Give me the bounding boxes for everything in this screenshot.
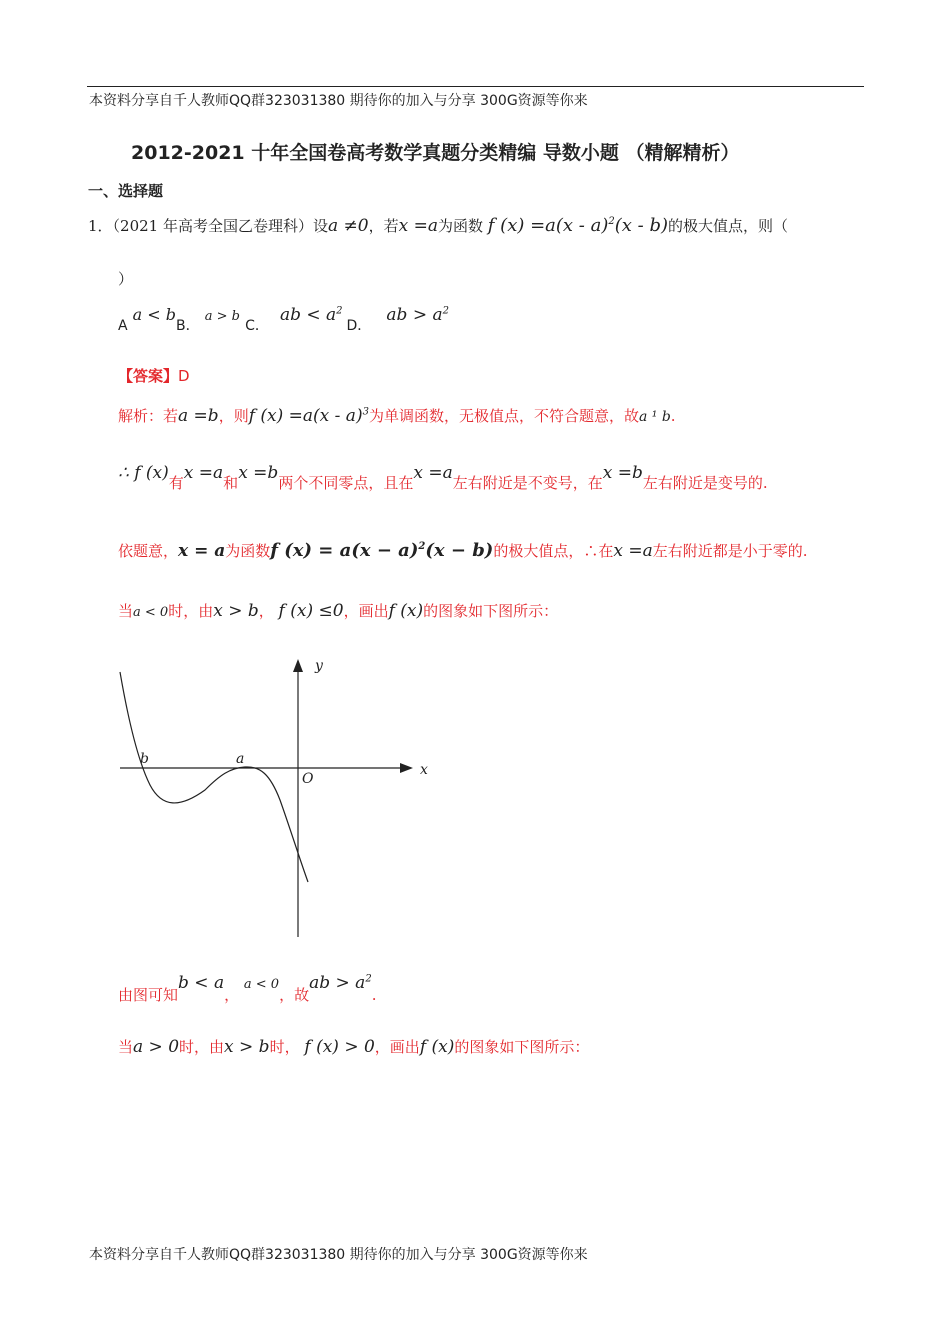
question-source: （2021 年高考全国乙卷理科）设 [112,217,328,235]
y-axis-arrow [293,659,303,672]
option-b-expr: a > b [204,309,240,324]
solution-line-4: 当a < 0时，由x > b， f (x) ≤0，画出f (x)的图象如下图所示： [118,601,559,621]
header-rule [87,86,864,87]
function-curve [120,672,308,882]
x-eq-a: x =a [398,216,438,236]
option-a-label: A [118,318,128,334]
answer-tag: 【答案】 [118,367,179,385]
a-label: a [236,751,245,767]
b-label: b [140,751,149,767]
footer-text: 本资料分享自千人教师QQ群323031380 期待你的加入与分享 300G资源等你来 [89,1247,588,1263]
solution-line-2: ∴ f (x)有x =a和x =b两个不同零点，且在x =a左右附近是不变号，在x =b左右附近是变号的. [118,463,768,492]
origin-label: O [302,771,314,787]
x-axis-arrow [400,763,413,773]
solution-line-5: 由图可知b < a， a < 0，故ab > $a^2$. [118,973,377,1004]
option-b-label: B． [176,318,200,334]
option-c-label: C． [245,318,269,334]
solution-line-6: 当a > 0时，由x > b时， f (x) > 0，画出f (x)的图象如下图所示： [118,1037,590,1057]
solution-line-3: 依题意，x = a为函数f $(x) = a(x - a)^2(x - b)$的极大值点，∴在x =a左右附近都是小于零的. [118,540,808,561]
q-text: 的极大值点，则（ [668,217,789,235]
header-text: 本资料分享自千人教师QQ群323031380 期待你的加入与分享 300G资源等你来 [89,93,588,109]
option-a-expr: a < b [132,305,177,324]
option-d-label: D． [346,318,372,334]
option-d-expr: ab > $a^2$ [386,305,449,325]
solution-line-1: 解析：若a =b，则f (x) =a(x - a)$^3$为单调函数，无极值点，不符合题意，故a ¹ b. [118,406,676,426]
q-text: ，若 [368,217,399,235]
function-graph [110,650,450,945]
answer-line [118,365,190,386]
question-number: 1． [88,217,113,235]
question-line [88,215,788,236]
option-c-expr: ab < $a^2$ [279,305,343,325]
answer-value: D [178,367,190,385]
question-paren: ） [118,270,134,288]
cond-a: a ≠0 [328,216,369,236]
x-label: x [420,762,428,778]
options-row [118,305,449,334]
y-label: y [315,658,323,674]
q-text: 为函数 [438,217,484,235]
section-heading: 一、选择题 [88,182,164,200]
func-expr: f (x) =a(x - a)$^2$(x - b) [487,215,668,236]
page-title: 2012-2021 十年全国卷高考数学真题分类精编 导数小题 （精解精析） [131,142,740,164]
